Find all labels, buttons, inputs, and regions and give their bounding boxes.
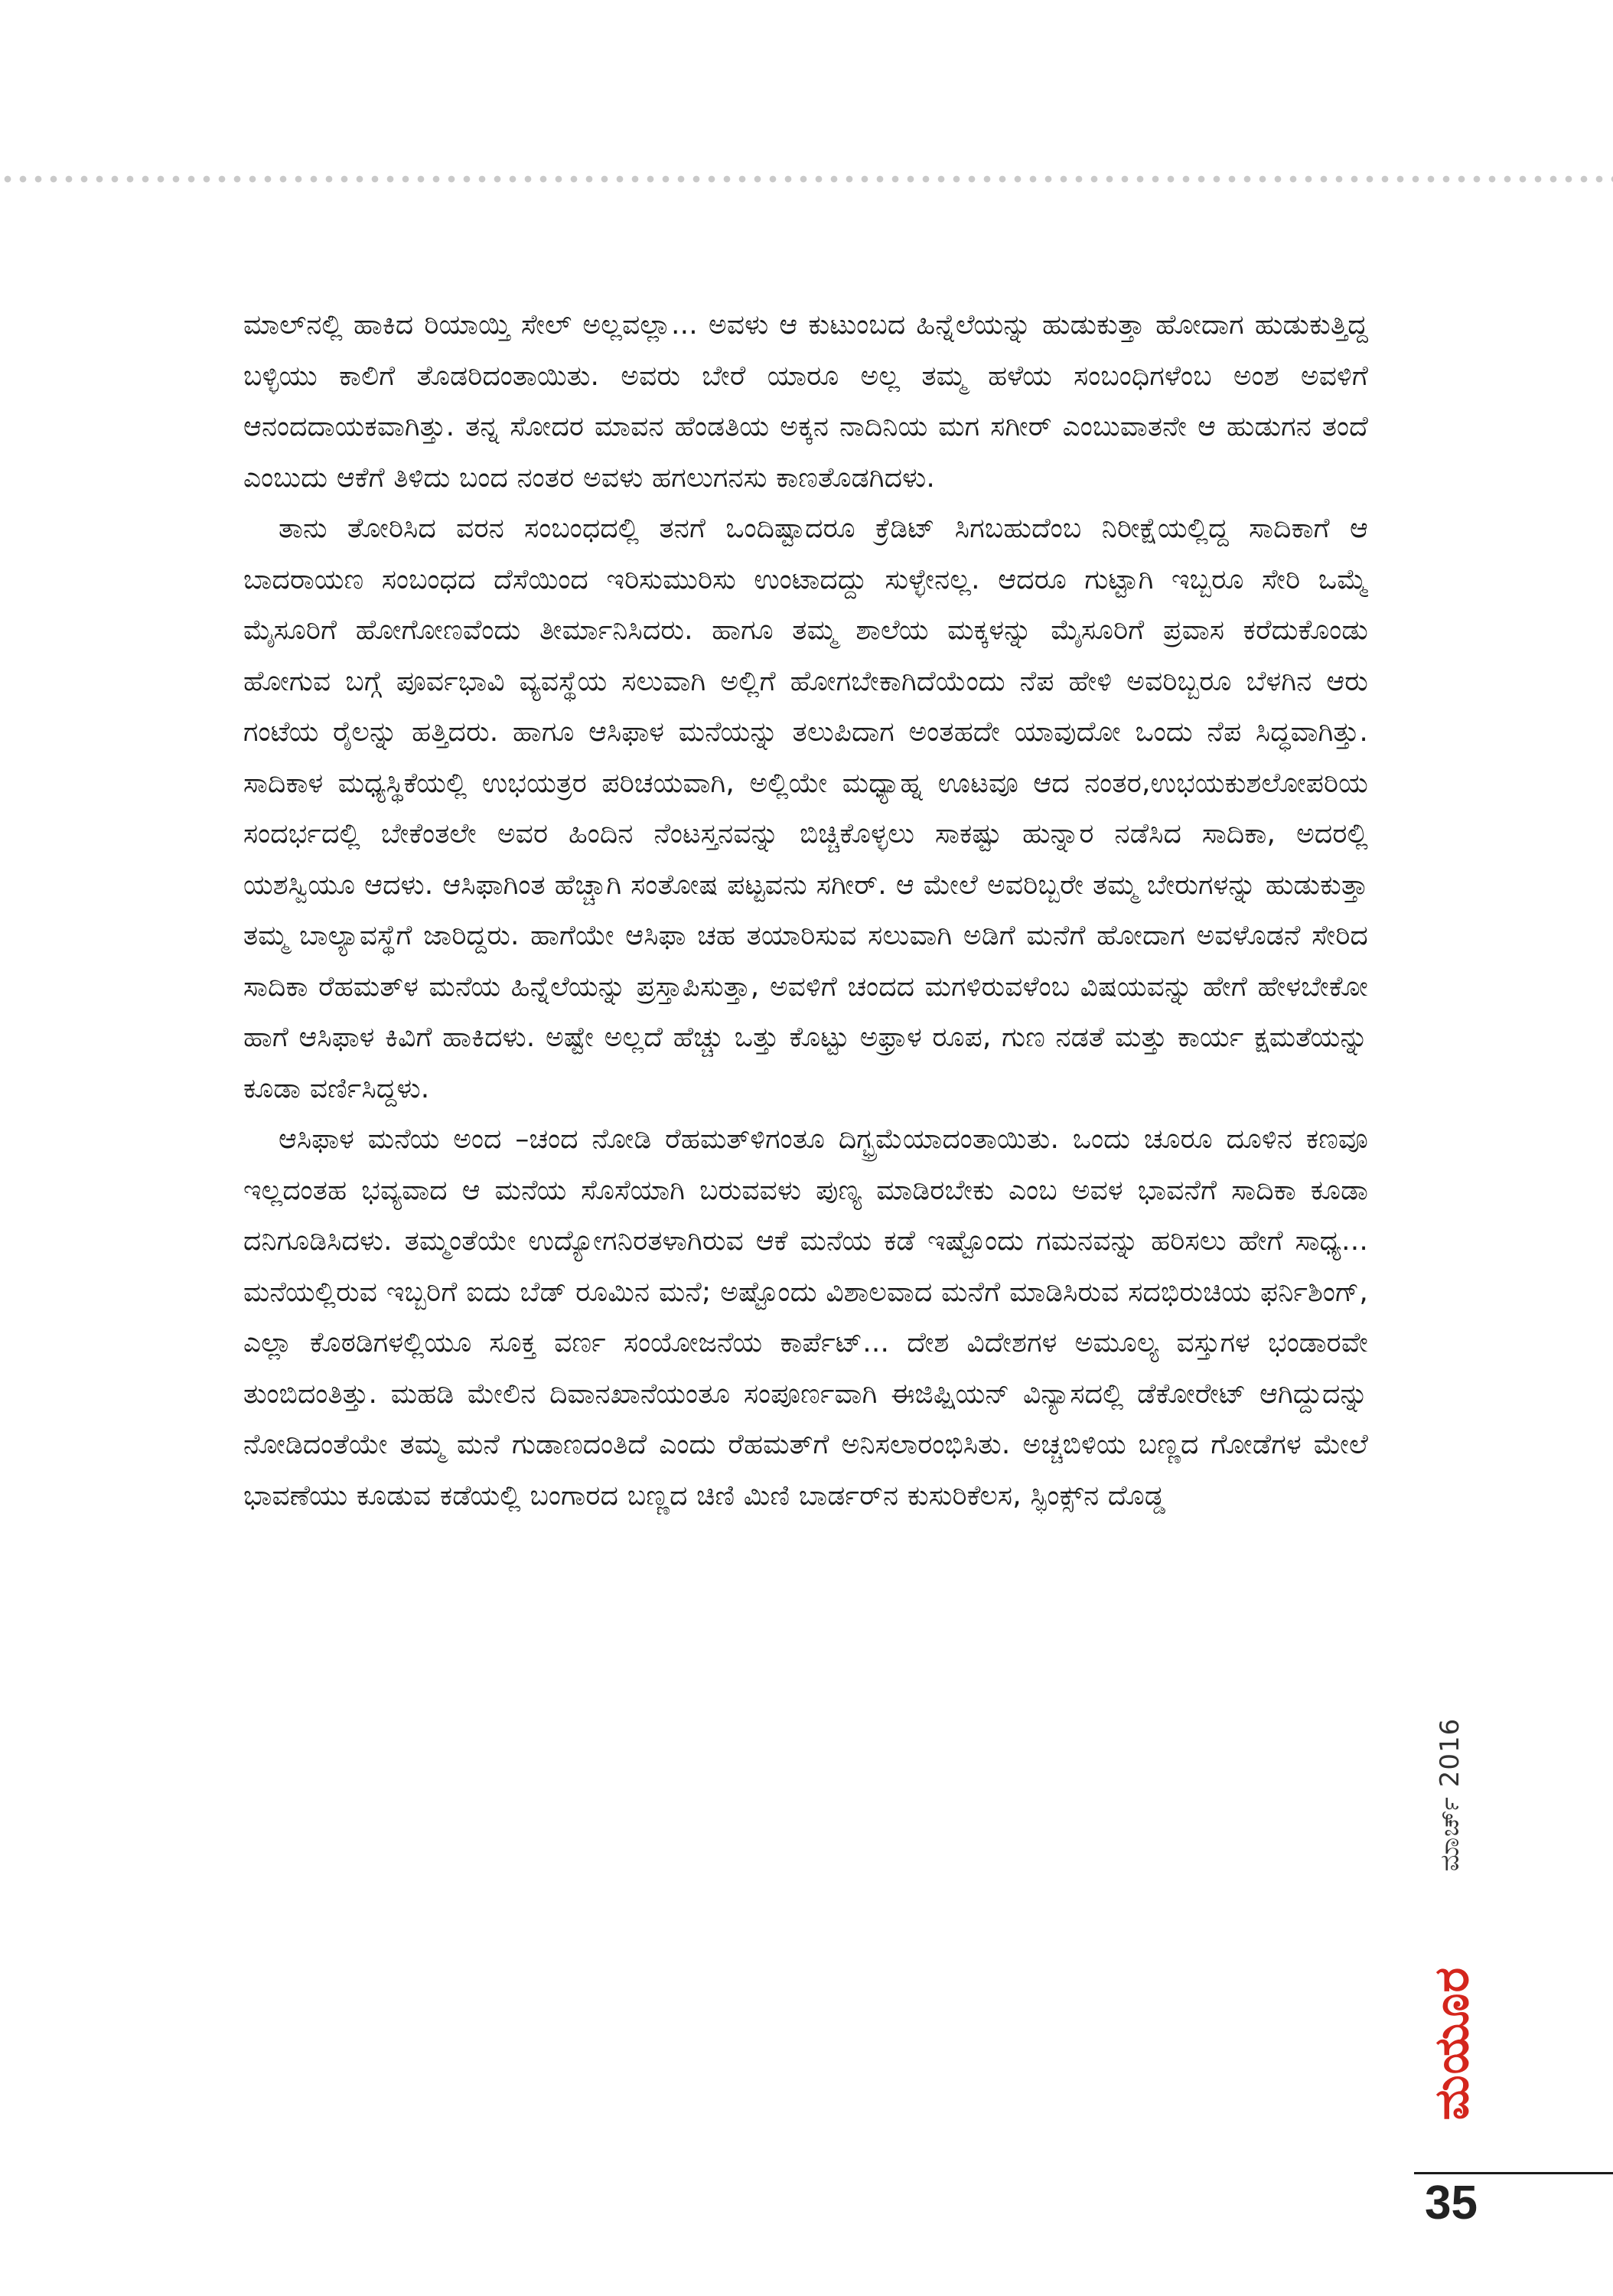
article-body (243, 300, 1368, 2076)
paragraph-2: ತಾನು ತೋರಿಸಿದ ವರನ ಸಂಬಂಧದಲ್ಲಿ ತನಗೆ ಒಂದಿಷ್ಟಾದರೂ ಕ್ರೆಡಿಟ್ ಸಿಗಬಹುದೆಂಬ ನಿರೀಕ್ಷೆಯಲ್ಲಿದ್ದ ಸಾದಿಕಾಗೆ ಆ ಬಾದರಾಯಣ ಸಂಬಂಧದ ದೆಸೆಯಿಂದ ಇರಿಸುಮುರಿಸು ಉಂಟಾದದ್ದು ಸುಳ್ಳೇನಲ್ಲ. ಆದರೂ ಗುಟ್ಟಾಗಿ ಇಬ್ಬರೂ ಸೇರಿ ಒಮ್ಮೆ ಮೈಸೂರಿಗೆ ಹೋಗೋಣವೆಂದು ತೀರ್ಮಾನಿಸಿದರು. ಹಾಗೂ ತಮ್ಮ ಶಾಲೆಯ ಮಕ್ಕಳನ್ನು ಮೈಸೂರಿಗೆ ಪ್ರವಾಸ ಕರೆದುಕೊಂಡು ಹೋಗುವ ಬಗ್ಗೆ ಪೂರ್ವಭಾವಿ ವ್ಯವಸ್ಥೆಯ ಸಲುವಾಗಿ ಅಲ್ಲಿಗೆ ಹೋಗಬೇಕಾಗಿದೆಯೆಂದು ನೆಪ ಹೇಳಿ ಅವರಿಬ್ಬರೂ ಬೆಳಗಿನ ಆರು ಗಂಟೆಯ ರೈಲನ್ನು ಹತ್ತಿದರು. ಹಾಗೂ ಆಸಿಫಾಳ ಮನೆಯನ್ನು ತಲುಪಿದಾಗ ಅಂತಹದೇ ಯಾವುದೋ ಒಂದು ನೆಪ ಸಿದ್ಧವಾಗಿತ್ತು. ಸಾದಿಕಾಳ ಮಧ್ಯಸ್ಥಿಕೆಯಲ್ಲಿ ಉಭಯತ್ರರ ಪರಿಚಯವಾಗಿ, ಅಲ್ಲಿಯೇ ಮಧ್ಯಾಹ್ನ ಊಟವೂ ಆದ ನಂತರ,ಉಭಯಕುಶಲೋಪರಿಯ ಸಂದರ್ಭದಲ್ಲಿ ಬೇಕೆಂತಲೇ ಅವರ ಹಿಂದಿನ ನೆಂಟಸ್ತನವನ್ನು ಬಿಚ್ಚಿಕೊಳ್ಳಲು ಸಾಕಷ್ಟು ಹುನ್ನಾರ ನಡೆಸಿದ ಸಾದಿಕಾ, ಅದರಲ್ಲಿ ಯಶಸ್ವಿಯೂ ಆದಳು. ಆಸಿಫಾಗಿಂತ ಹೆಚ್ಚಾಗಿ ಸಂತೋಷ ಪಟ್ಟವನು ಸಗೀರ್. ಆ ಮೇಲೆ ಅವರಿಬ್ಬರೇ ತಮ್ಮ ಬೇರುಗಳನ್ನು ಹುಡುಕುತ್ತಾ ತಮ್ಮ ಬಾಲ್ಯಾವಸ್ಥೆಗೆ ಜಾರಿದ್ದರು. ಹಾಗೆಯೇ ಆಸಿಫಾ ಚಹ ತಯಾರಿಸುವ ಸಲುವಾಗಿ ಅಡಿಗೆ ಮನೆಗೆ ಹೋದಾಗ ಅವಳೊಡನೆ ಸೇರಿದ ಸಾದಿಕಾ ರೆಹಮತ್‌ಳ ಮನೆಯ ಹಿನ್ನೆಲೆಯನ್ನು ಪ್ರಸ್ತಾಪಿಸುತ್ತಾ, ಅವಳಿಗೆ ಚಂದದ ಮಗಳಿರುವಳೆಂಬ ವಿಷಯವನ್ನು ಹೇಗೆ ಹೇಳಬೇಕೋ ಹಾಗೆ ಆಸಿಫಾಳ ಕಿವಿಗೆ ಹಾಕಿದಳು. ಅಷ್ಟೇ ಅಲ್ಲದೆ ಹೆಚ್ಚು ಒತ್ತು ಕೊಟ್ಟು ಅಫ್ರಾಳ ರೂಪ, ಗುಣ ನಡತೆ ಮತ್ತು ಕಾರ್ಯ ಕ್ಷಮತೆಯನ್ನು ಕೂಡಾ ವರ್ಣಿಸಿದ್ದಳು. (243, 513, 1368, 1104)
magazine-name: ಮಯೂರ (1423, 1966, 1479, 2121)
paragraph-3: ಆಸಿಫಾಳ ಮನೆಯ ಅಂದ –ಚಂದ ನೋಡಿ ರೆಹಮತ್‌ಳಿಗಂತೂ ದಿಗ್ಭ್ರಮೆಯಾದಂತಾಯಿತು. ಒಂದು ಚೂರೂ ದೂಳಿನ ಕಣವೂ ಇಲ್ಲದಂತಹ ಭವ್ಯವಾದ ಆ ಮನೆಯ ಸೊಸೆಯಾಗಿ ಬರುವವಳು ಪುಣ್ಯ ಮಾಡಿರಬೇಕು ಎಂಬ ಅವಳ ಭಾವನೆಗೆ ಸಾದಿಕಾ ಕೂಡಾ ದನಿಗೂಡಿಸಿದಳು. ತಮ್ಮಂತೆಯೇ ಉದ್ಯೋಗನಿರತಳಾಗಿರುವ ಆಕೆ ಮನೆಯ ಕಡೆ ಇಷ್ಟೊಂದು ಗಮನವನ್ನು ಹರಿಸಲು ಹೇಗೆ ಸಾಧ್ಯ... ಮನೆಯಲ್ಲಿರುವ ಇಬ್ಬರಿಗೆ ಐದು ಬೆಡ್ ರೂಮಿನ ಮನೆ; ಅಷ್ಟೊಂದು ವಿಶಾಲವಾದ ಮನೆಗೆ ಮಾಡಿಸಿರುವ ಸದಭಿರುಚಿಯ ಫರ್ನಿಶಿಂಗ್, ಎಲ್ಲಾ ಕೊಠಡಿಗಳಲ್ಲಿಯೂ ಸೂಕ್ತ ವರ್ಣ ಸಂಯೋಜನೆಯ ಕಾರ್ಪೆಟ್... ದೇಶ ವಿದೇಶಗಳ ಅಮೂಲ್ಯ ವಸ್ತುಗಳ ಭಂಡಾರವೇ ತುಂಬಿದಂತಿತ್ತು. ಮಹಡಿ ಮೇಲಿನ ದಿವಾನಖಾನೆಯಂತೂ ಸಂಪೂರ್ಣವಾಗಿ ಈಜಿಪ್ಷಿಯನ್ ವಿನ್ಯಾಸದಲ್ಲಿ ಡೆಕೋರೇಟ್ ಆಗಿದ್ದುದನ್ನು ನೋಡಿದಂತೆಯೇ ತಮ್ಮ ಮನೆ ಗುಡಾಣದಂತಿದೆ ಎಂದು ರೆಹಮತ್‌ಗೆ ಅನಿಸಲಾರಂಭಿಸಿತು. ಅಚ್ಚಬಿಳಿಯ ಬಣ್ಣದ ಗೋಡೆಗಳ ಮೇಲೆ ಭಾವಣೆಯು ಕೂಡುವ ಕಡೆಯಲ್ಲಿ ಬಂಗಾರದ ಬಣ್ಣದ ಚಿಣಿ ಮಿಣಿ ಬಾರ್ಡರ್‌ನ ಕುಸುರಿಕೆಲಸ, ಸ್ಫಿಂಕ್ಸ್‌ನ ದೊಡ್ಡ (243, 1124, 1368, 1512)
page-number: 35 (1425, 2177, 1478, 2229)
dotted-header-rule (0, 174, 1613, 184)
magazine-logo (1425, 1929, 1478, 2158)
issue-date-vertical (1427, 1672, 1473, 1917)
issue-date: ಮಾರ್ಚ್ 2016 (1435, 1717, 1465, 1872)
paragraph-1: ಮಾಲ್‌ನಲ್ಲಿ ಹಾಕಿದ ರಿಯಾಯ್ತಿ ಸೇಲ್ ಅಲ್ಲವಲ್ಲಾ... ಅವಳು ಆ ಕುಟುಂಬದ ಹಿನ್ನೆಲೆಯನ್ನು ಹುಡುಕುತ್ತಾ ಹೋದಾಗ ಹುಡುಕುತ್ತಿದ್ದ ಬಳ್ಳಿಯು ಕಾಲಿಗೆ ತೊಡರಿದಂತಾಯಿತು. ಅವರು ಬೇರೆ ಯಾರೂ ಅಲ್ಲ ತಮ್ಮ ಹಳೆಯ ಸಂಬಂಧಿಗಳೆಂಬ ಅಂಶ ಅವಳಿಗೆ ಆನಂದದಾಯಕವಾಗಿತ್ತು. ತನ್ನ ಸೋದರ ಮಾವನ ಹೆಂಡತಿಯ ಅಕ್ಕನ ನಾದಿನಿಯ ಮಗ ಸಗೀರ್ ಎಂಬುವಾತನೇ ಆ ಹುಡುಗನ ತಂದೆ ಎಂಬುದು ಆಕೆಗೆ ತಿಳಿದು ಬಂದ ನಂತರ ಅವಳು ಹಗಲುಗನಸು ಕಾಣತೊಡಗಿದಳು. (243, 309, 1368, 494)
page-number-rule (1414, 2172, 1613, 2174)
